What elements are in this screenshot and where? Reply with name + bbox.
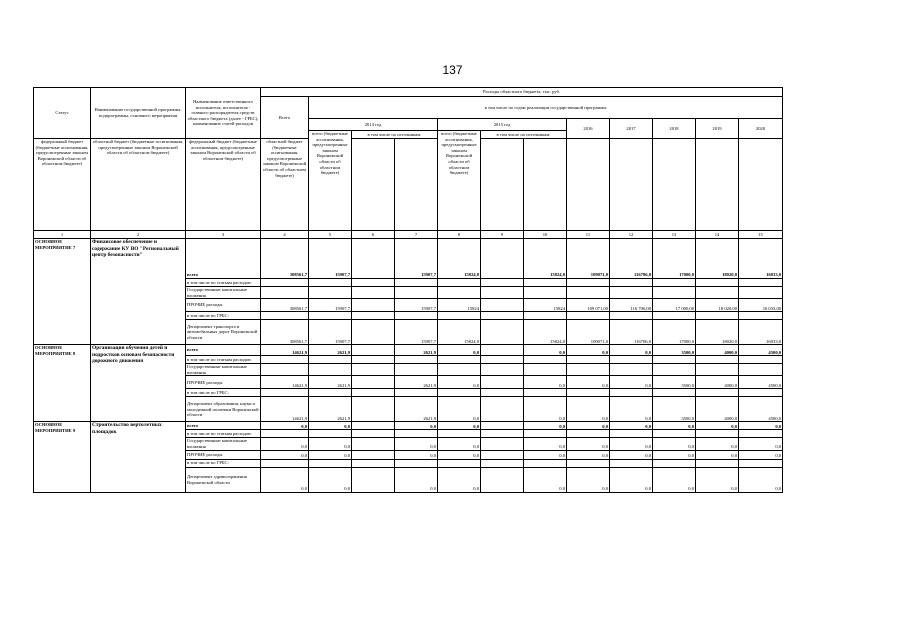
- value-cell: [567, 430, 610, 438]
- table-header: [34, 88, 783, 231]
- value-cell: 0,0: [524, 345, 567, 356]
- value-cell: 0,0: [653, 438, 696, 450]
- value-cell: 0,0: [610, 376, 653, 389]
- header-status: Статус: [34, 88, 91, 139]
- value-cell: 4000,0: [696, 376, 739, 389]
- section-title: Строительство вертолетных площадок: [91, 422, 186, 492]
- value-cell: 17 000,00: [653, 299, 696, 312]
- value-cell: [696, 279, 739, 287]
- row-label: Государственные капитальные вложения: [186, 364, 261, 376]
- value-cell: 2621,9: [309, 376, 352, 389]
- row-label: в том числе по ГРБС:: [186, 389, 261, 397]
- value-cell: [352, 450, 395, 459]
- value-cell: [739, 312, 783, 320]
- row-label: всего: [186, 239, 261, 279]
- value-cell: 0,0: [438, 450, 481, 459]
- value-cell: 15824,0: [524, 320, 567, 345]
- value-cell: 0,0: [696, 450, 739, 459]
- value-cell: [261, 430, 309, 438]
- header-2015-regional: областной бюджет (бюджетные ассигнования, предусмотренные законом Воронежской области об областном бюджете): [261, 139, 309, 231]
- value-cell: 0,0: [610, 438, 653, 450]
- column-number: 7: [395, 231, 438, 239]
- value-cell: 2621,9: [395, 397, 438, 422]
- value-cell: 0,0: [739, 467, 783, 492]
- row-label: в том числе по статьям расходов:: [186, 356, 261, 364]
- page-number: 137: [442, 63, 463, 77]
- value-cell: 2621,9: [395, 376, 438, 389]
- value-cell: 0,0: [261, 467, 309, 492]
- value-cell: 4500,0: [739, 397, 783, 422]
- value-cell: [696, 356, 739, 364]
- value-cell: [610, 430, 653, 438]
- value-cell: [261, 364, 309, 376]
- header-2018: 2018: [653, 119, 696, 139]
- value-cell: 308561,7: [261, 299, 309, 312]
- value-cell: 0,0: [395, 450, 438, 459]
- value-cell: 15907,7: [309, 299, 352, 312]
- section-status: ОСНОВНОЕ МЕРОПРИЯТИЕ 9: [34, 422, 91, 492]
- column-number: 3: [186, 231, 261, 239]
- value-cell: [352, 459, 395, 467]
- value-cell: 0,0: [309, 422, 352, 430]
- value-cell: [739, 364, 783, 376]
- value-cell: 3500,0: [653, 376, 696, 389]
- value-cell: [481, 239, 524, 279]
- row-label: Департамент образования, науки и молодежной политики Воронежской области: [186, 397, 261, 422]
- value-cell: [395, 430, 438, 438]
- value-cell: [696, 459, 739, 467]
- value-cell: [309, 459, 352, 467]
- column-numbers-row: [34, 231, 783, 239]
- row-label: в том числе по статьям расходов:: [186, 279, 261, 287]
- value-cell: 15824,0: [438, 239, 481, 279]
- value-cell: 0,0: [696, 422, 739, 430]
- column-number: 15: [739, 231, 783, 239]
- value-cell: [352, 299, 395, 312]
- value-cell: [395, 459, 438, 467]
- value-cell: [481, 422, 524, 430]
- value-cell: [352, 397, 395, 422]
- value-cell: [524, 356, 567, 364]
- value-cell: [481, 389, 524, 397]
- value-cell: [610, 356, 653, 364]
- row-label: в том числе по статьям расходов:: [186, 430, 261, 438]
- value-cell: 0,0: [438, 467, 481, 492]
- value-cell: [309, 364, 352, 376]
- value-cell: [739, 287, 783, 299]
- value-cell: 15907,7: [395, 299, 438, 312]
- value-cell: [309, 287, 352, 299]
- value-cell: [352, 287, 395, 299]
- value-cell: [309, 356, 352, 364]
- value-cell: [481, 312, 524, 320]
- value-cell: 0,0: [438, 422, 481, 430]
- column-number: 11: [567, 231, 610, 239]
- value-cell: [653, 364, 696, 376]
- value-cell: 109071,0: [567, 239, 610, 279]
- value-cell: [481, 320, 524, 345]
- value-cell: 2621,9: [309, 397, 352, 422]
- value-cell: [309, 312, 352, 320]
- value-cell: 0,0: [739, 422, 783, 430]
- value-cell: [438, 279, 481, 287]
- value-cell: [352, 279, 395, 287]
- value-cell: 3500,0: [653, 397, 696, 422]
- value-cell: [653, 312, 696, 320]
- value-cell: 4500,0: [739, 376, 783, 389]
- value-cell: [309, 389, 352, 397]
- value-cell: [352, 422, 395, 430]
- header-executor: Наименование ответственного исполнителя, исполнителя - главного распорядителя средств областного бюджета (далее - ГРБС), наименование статей расходов: [186, 88, 261, 139]
- section-status: ОСНОВНОЕ МЕРОПРИЯТИЕ 8: [34, 345, 91, 422]
- value-cell: 0,0: [395, 438, 438, 450]
- value-cell: [395, 356, 438, 364]
- header-2014-by-sources: в том числе по источникам:: [352, 131, 438, 139]
- value-cell: [696, 364, 739, 376]
- value-cell: 15824: [438, 299, 481, 312]
- table-row: [34, 239, 783, 279]
- value-cell: [653, 287, 696, 299]
- value-cell: [438, 430, 481, 438]
- value-cell: [739, 389, 783, 397]
- value-cell: 15907,7: [395, 239, 438, 279]
- value-cell: 14621,9: [261, 345, 309, 356]
- table-body: [34, 231, 783, 493]
- value-cell: 15824,0: [524, 239, 567, 279]
- column-number: 13: [653, 231, 696, 239]
- value-cell: [438, 459, 481, 467]
- value-cell: 0,0: [524, 438, 567, 450]
- column-number: 6: [352, 231, 395, 239]
- value-cell: [438, 287, 481, 299]
- value-cell: 0,0: [739, 450, 783, 459]
- header-2017: 2017: [610, 119, 653, 139]
- value-cell: [524, 430, 567, 438]
- row-label: всего: [186, 422, 261, 430]
- value-cell: [524, 287, 567, 299]
- value-cell: 15824,0: [438, 320, 481, 345]
- value-cell: [309, 279, 352, 287]
- header-expenses: Расходы областного бюджета, тыс. руб.: [261, 88, 783, 97]
- header-2014-regional: областной бюджет (бюджетные ассигнования, предусмотренные законом Воронежской области об областном бюджете): [91, 139, 186, 231]
- value-cell: 109071,0: [567, 320, 610, 345]
- value-cell: 0,0: [438, 376, 481, 389]
- row-label: Департамент здравоохранения Воронежской области: [186, 467, 261, 492]
- value-cell: [481, 450, 524, 459]
- value-cell: [481, 279, 524, 287]
- value-cell: [395, 364, 438, 376]
- value-cell: [567, 364, 610, 376]
- value-cell: [481, 459, 524, 467]
- value-cell: 0,0: [438, 345, 481, 356]
- value-cell: [481, 356, 524, 364]
- value-cell: 18020,0: [696, 320, 739, 345]
- value-cell: 14621,9: [261, 397, 309, 422]
- value-cell: [438, 312, 481, 320]
- value-cell: 0,0: [261, 450, 309, 459]
- header-2014-federal: федеральный бюджет (бюджетные ассигнования, предусмотренные законом Воронежской области об областном бюджете): [34, 139, 91, 231]
- value-cell: 0,0: [610, 345, 653, 356]
- value-cell: 308561,7: [261, 239, 309, 279]
- value-cell: [352, 239, 395, 279]
- value-cell: 0,0: [567, 467, 610, 492]
- value-cell: [352, 312, 395, 320]
- table-row: [34, 345, 783, 356]
- value-cell: 3500,0: [653, 345, 696, 356]
- value-cell: 0,0: [739, 438, 783, 450]
- value-cell: [653, 356, 696, 364]
- column-number: 10: [524, 231, 567, 239]
- value-cell: [739, 279, 783, 287]
- header-2014-total: всего (бюджетные ассигнования, предусмотренные законом Воронежской области об областном бюджете): [309, 131, 352, 231]
- value-cell: [653, 459, 696, 467]
- column-number: 1: [34, 231, 91, 239]
- value-cell: 0,0: [567, 345, 610, 356]
- value-cell: [567, 287, 610, 299]
- value-cell: [395, 287, 438, 299]
- value-cell: [261, 287, 309, 299]
- section-title: Организация обучения детей и подростков основам безопасности дорожного движения: [91, 345, 186, 422]
- value-cell: [610, 389, 653, 397]
- header-program-name: Наименование государственной программы, подпрограммы, основного мероприятия: [91, 88, 186, 139]
- header-2019: 2019: [696, 119, 739, 139]
- value-cell: [610, 312, 653, 320]
- value-cell: 0,0: [567, 438, 610, 450]
- value-cell: [696, 287, 739, 299]
- row-label: ПРОЧИЕ расходы: [186, 376, 261, 389]
- value-cell: 0,0: [395, 467, 438, 492]
- value-cell: 0,0: [610, 467, 653, 492]
- column-number: 5: [309, 231, 352, 239]
- value-cell: 0,0: [567, 376, 610, 389]
- value-cell: [352, 467, 395, 492]
- value-cell: [438, 356, 481, 364]
- value-cell: 4000,0: [696, 397, 739, 422]
- value-cell: 0,0: [261, 422, 309, 430]
- value-cell: [261, 356, 309, 364]
- value-cell: [481, 376, 524, 389]
- row-label: ПРОЧИЕ расходы: [186, 450, 261, 459]
- value-cell: [524, 364, 567, 376]
- value-cell: [261, 279, 309, 287]
- value-cell: [352, 356, 395, 364]
- value-cell: 0,0: [567, 422, 610, 430]
- header-2015-by-sources: в том числе по источникам:: [481, 131, 567, 139]
- value-cell: [309, 430, 352, 438]
- header-year-2014: 2014 год: [309, 119, 438, 131]
- value-cell: 15907,7: [395, 320, 438, 345]
- value-cell: [352, 376, 395, 389]
- value-cell: 0,0: [567, 450, 610, 459]
- value-cell: 15824: [524, 299, 567, 312]
- value-cell: [481, 397, 524, 422]
- value-cell: 0,0: [438, 438, 481, 450]
- value-cell: 0,0: [524, 376, 567, 389]
- value-cell: [653, 430, 696, 438]
- value-cell: 16033,0: [739, 239, 783, 279]
- value-cell: [438, 364, 481, 376]
- value-cell: [352, 364, 395, 376]
- value-cell: 0,0: [524, 450, 567, 459]
- value-cell: 0,0: [524, 397, 567, 422]
- value-cell: 0,0: [309, 438, 352, 450]
- value-cell: [696, 430, 739, 438]
- value-cell: 4500,0: [739, 345, 783, 356]
- column-number: 2: [91, 231, 186, 239]
- header-2015-federal: федеральный бюджет (бюджетные ассигнования, предусмотренные законом Воронежской области об областном бюджете): [186, 139, 261, 231]
- value-cell: 0,0: [610, 397, 653, 422]
- section-title: Финансовое обеспечение и содержание КУ ВО "Региональный центр безопасности": [91, 239, 186, 345]
- value-cell: [524, 389, 567, 397]
- row-label: Государственные капитальные вложения: [186, 438, 261, 450]
- value-cell: [653, 279, 696, 287]
- value-cell: [481, 467, 524, 492]
- value-cell: [739, 459, 783, 467]
- value-cell: 0,0: [610, 450, 653, 459]
- value-cell: 0,0: [653, 450, 696, 459]
- value-cell: [610, 279, 653, 287]
- value-cell: [610, 364, 653, 376]
- column-number: 12: [610, 231, 653, 239]
- value-cell: [395, 279, 438, 287]
- value-cell: 2621,9: [395, 345, 438, 356]
- value-cell: [524, 459, 567, 467]
- value-cell: 0,0: [309, 467, 352, 492]
- value-cell: 16 033,00: [739, 299, 783, 312]
- value-cell: [567, 459, 610, 467]
- value-cell: [352, 389, 395, 397]
- value-cell: [567, 356, 610, 364]
- table-row: [34, 422, 783, 430]
- header-2020: 2020: [739, 119, 783, 139]
- value-cell: [481, 299, 524, 312]
- value-cell: [261, 389, 309, 397]
- value-cell: 0,0: [653, 422, 696, 430]
- value-cell: 0,0: [696, 467, 739, 492]
- section-status: ОСНОВНОЕ МЕРОПРИЯТИЕ 7: [34, 239, 91, 345]
- value-cell: 0,0: [610, 422, 653, 430]
- value-cell: 0,0: [395, 422, 438, 430]
- value-cell: [696, 312, 739, 320]
- column-number: 9: [481, 231, 524, 239]
- value-cell: [395, 389, 438, 397]
- value-cell: [739, 430, 783, 438]
- row-label: всего: [186, 345, 261, 356]
- value-cell: 15907,7: [309, 239, 352, 279]
- value-cell: 116706,0: [610, 320, 653, 345]
- header-2015-total: всего (бюджетные ассигнования, предусмотренные законом Воронежской области об областном бюджете): [438, 131, 481, 231]
- value-cell: [481, 364, 524, 376]
- value-cell: 0,0: [524, 467, 567, 492]
- column-number: 14: [696, 231, 739, 239]
- header-2016: 2016: [567, 119, 610, 139]
- value-cell: 0,0: [696, 438, 739, 450]
- value-cell: [739, 356, 783, 364]
- row-label: Департамент транспорта и автомобильных дорог Воронежской области: [186, 320, 261, 345]
- value-cell: [524, 279, 567, 287]
- value-cell: 18 020,00: [696, 299, 739, 312]
- value-cell: [481, 430, 524, 438]
- header-by-years: в том числе по годам реализации государственной программы: [309, 97, 783, 119]
- value-cell: [696, 389, 739, 397]
- value-cell: [481, 287, 524, 299]
- header-total: Всего: [261, 97, 309, 139]
- value-cell: 0,0: [438, 397, 481, 422]
- value-cell: [567, 389, 610, 397]
- value-cell: [261, 459, 309, 467]
- column-number: 8: [438, 231, 481, 239]
- value-cell: [352, 430, 395, 438]
- value-cell: 17000,0: [653, 320, 696, 345]
- row-label: в том числе по ГРБС:: [186, 312, 261, 320]
- value-cell: 308561,7: [261, 320, 309, 345]
- value-cell: 0,0: [524, 422, 567, 430]
- value-cell: 17000,0: [653, 239, 696, 279]
- value-cell: [524, 312, 567, 320]
- value-cell: [610, 459, 653, 467]
- value-cell: [610, 287, 653, 299]
- value-cell: [352, 320, 395, 345]
- value-cell: 4000,0: [696, 345, 739, 356]
- value-cell: 2621,9: [309, 345, 352, 356]
- value-cell: [653, 389, 696, 397]
- value-cell: [567, 312, 610, 320]
- value-cell: 109 071,00: [567, 299, 610, 312]
- value-cell: 18020,0: [696, 239, 739, 279]
- column-number: 4: [261, 231, 309, 239]
- row-label: в том числе по ГРБС:: [186, 459, 261, 467]
- header-year-2015: 2015 год: [438, 119, 567, 131]
- value-cell: [395, 312, 438, 320]
- value-cell: 0,0: [309, 450, 352, 459]
- budget-table: [33, 87, 783, 493]
- value-cell: 16033,0: [739, 320, 783, 345]
- value-cell: [567, 279, 610, 287]
- value-cell: [438, 389, 481, 397]
- value-cell: [352, 345, 395, 356]
- value-cell: [481, 438, 524, 450]
- row-label: Государственные капитальные вложения: [186, 287, 261, 299]
- value-cell: 116 706,00: [610, 299, 653, 312]
- value-cell: [481, 345, 524, 356]
- row-label: ПРОЧИЕ расходы: [186, 299, 261, 312]
- value-cell: 116706,0: [610, 239, 653, 279]
- value-cell: 0,0: [261, 438, 309, 450]
- value-cell: [261, 312, 309, 320]
- value-cell: 0,0: [653, 467, 696, 492]
- value-cell: 0,0: [567, 397, 610, 422]
- value-cell: 15907,7: [309, 320, 352, 345]
- value-cell: [352, 438, 395, 450]
- value-cell: 14621,9: [261, 376, 309, 389]
